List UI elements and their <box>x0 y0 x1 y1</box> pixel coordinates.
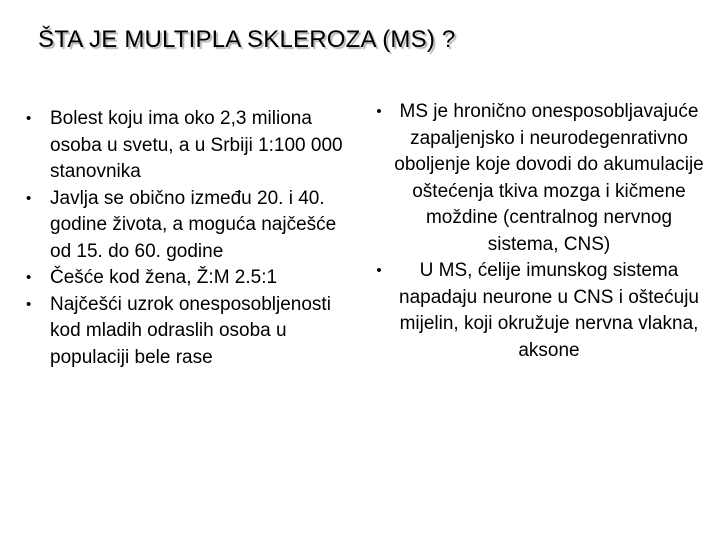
right-bullet-list <box>367 99 707 364</box>
bullet-icon: • <box>26 269 32 286</box>
list-item-text: Najčešći uzrok onesposobljenosti kod mladih odraslih osoba u populaciji bele rase <box>50 293 331 368</box>
bullet-icon: • <box>26 110 32 127</box>
bullet-icon: • <box>26 189 32 207</box>
list-item-text: U MS, ćelije imunskog sistema napadaju neurone u CNS i oštećuju mijelin, koji okružuje nervna vlakna, aksone <box>399 260 699 361</box>
bullet-icon: • <box>26 295 32 313</box>
list-item <box>26 292 351 372</box>
slide-title: ŠTA JE MULTIPLA SKLEROZA (MS) ? <box>38 26 456 53</box>
left-bullet-list <box>26 106 351 371</box>
list-item <box>26 265 351 292</box>
list-item-text: Češće kod žena, Ž:M 2.5:1 <box>50 267 278 288</box>
bullet-icon: • <box>376 262 382 279</box>
list-item-text: MS je hronično onesposobljavajuće zapaljenjsko i neurodegenrativno oboljenje koje dovodi do akumulacije oštećenja tkiva mozga i kičmene moždine (centralnog nervnog sistema, CNS) <box>394 101 704 255</box>
bullet-icon: • <box>376 103 382 120</box>
list-item-text: Bolest koju ima oko 2,3 miliona osoba u svetu, a u Srbiji 1:100 000 stanovnika <box>50 108 343 182</box>
list-item <box>26 186 351 266</box>
list-item <box>367 258 707 364</box>
list-item <box>367 99 707 258</box>
list-item-text: Javlja se obično između 20. i 40. godine života, a moguća najčešće od 15. do 60. godine <box>50 187 337 262</box>
list-item <box>26 106 351 186</box>
